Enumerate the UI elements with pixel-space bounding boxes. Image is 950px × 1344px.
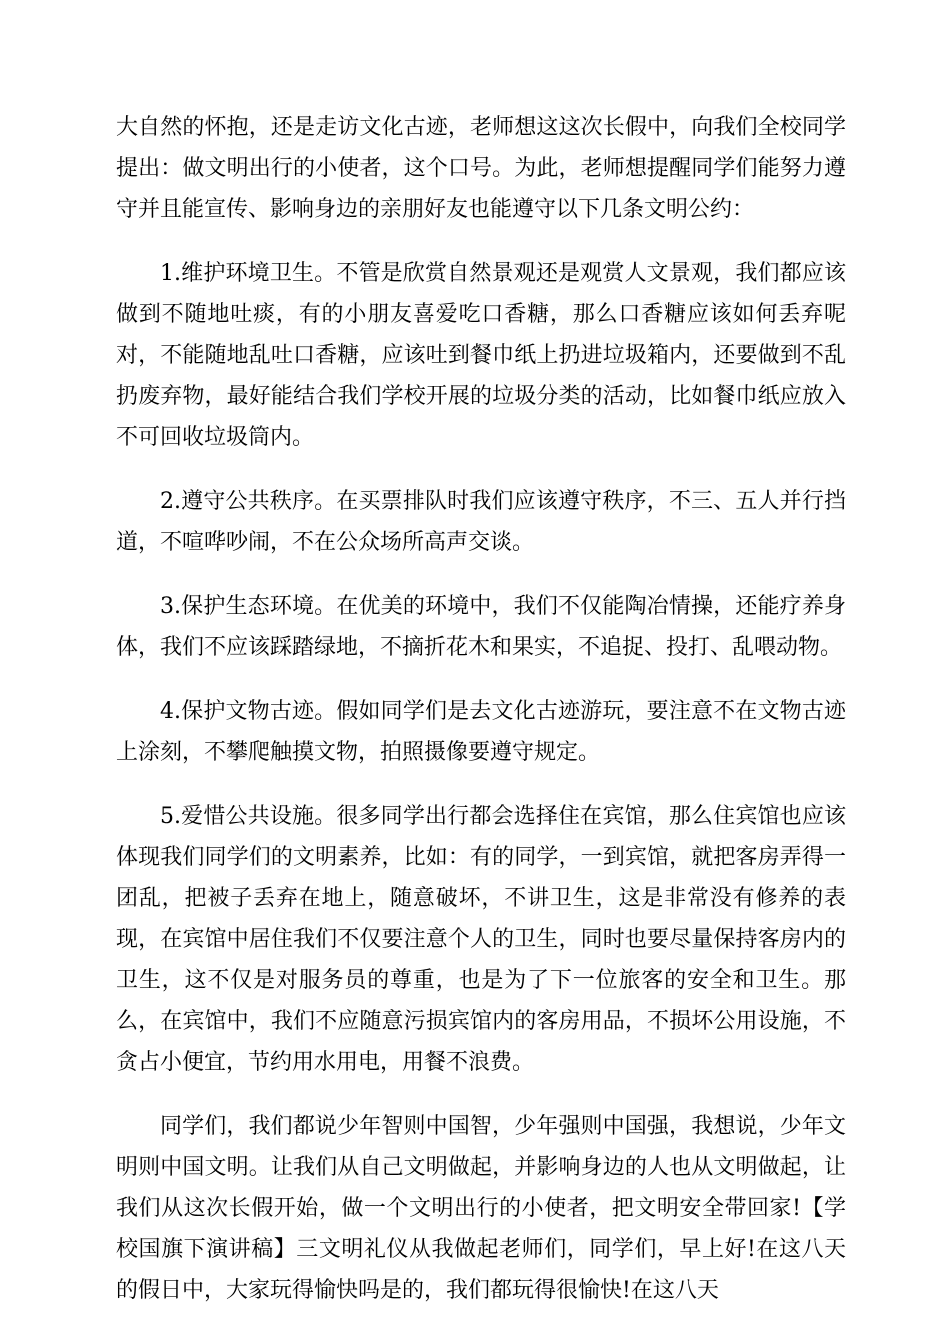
paragraph-item-4: 4.保护文物古迹。假如同学们是去文化古迹游玩，要注意不在文物古迹上涂刻，不攀爬触摸文物，拍照摄像要遵守规定。 xyxy=(116,699,846,765)
paragraph-item-3: 3.保护生态环境。在优美的环境中，我们不仅能陶冶情操，还能疗养身体，我们不应该踩踏绿地，不摘折花木和果实，不追捉、投打、乱喂动物。 xyxy=(116,594,846,660)
document-body xyxy=(116,107,846,1334)
paragraph-closing: 同学们，我们都说少年智则中国智，少年强则中国强，我想说，少年文明则中国文明。让我们从自己文明做起，并影响身边的人也从文明做起，让我们从这次长假开始，做一个文明出行的小使者，把文明安全带回家!【学校国旗下演讲稿】三文明礼仪从我做起老师们，同学们，早上好!在这八天的假日中，大家玩得愉快吗是的，我们都玩得很愉快!在这八天 xyxy=(116,1114,846,1303)
paragraph-item-5: 5.爱惜公共设施。很多同学出行都会选择住在宾馆，那么住宾馆也应该体现我们同学们的文明素养，比如：有的同学，一到宾馆，就把客房弄得一团乱，把被子丢弃在地上，随意破坏，不讲卫生，这是非常没有修养的表现，在宾馆中居住我们不仅要注意个人的卫生，同时也要尽量保持客房内的卫生，这不仅是对服务员的尊重，也是为了下一位旅客的安全和卫生。那么，在宾馆中，我们不应随意污损宾馆内的客房用品，不损坏公用设施，不贪占小便宜，节约用水用电，用餐不浪费。 xyxy=(116,804,846,1075)
paragraph-item-1: 1.维护环境卫生。不管是欣赏自然景观还是观赏人文景观，我们都应该做到不随地吐痰，有的小朋友喜爱吃口香糖，那么口香糖应该如何丢弃呢对，不能随地乱吐口香糖，应该吐到餐巾纸上扔进垃圾箱内，还要做到不乱扔废弃物，最好能结合我们学校开展的垃圾分类的活动，比如餐巾纸应放入不可回收垃圾筒内。 xyxy=(116,261,846,450)
paragraph-intro: 大自然的怀抱，还是走访文化古迹，老师想这这次长假中，向我们全校同学提出：做文明出行的小使者，这个口号。为此，老师想提醒同学们能努力遵守并且能宣传、影响身边的亲朋好友也能遵守以下几条文明公约： xyxy=(116,115,846,222)
paragraph-item-2: 2.遵守公共秩序。在买票排队时我们应该遵守秩序，不三、五人并行挡道，不喧哗吵闹，不在公众场所高声交谈。 xyxy=(116,489,846,555)
